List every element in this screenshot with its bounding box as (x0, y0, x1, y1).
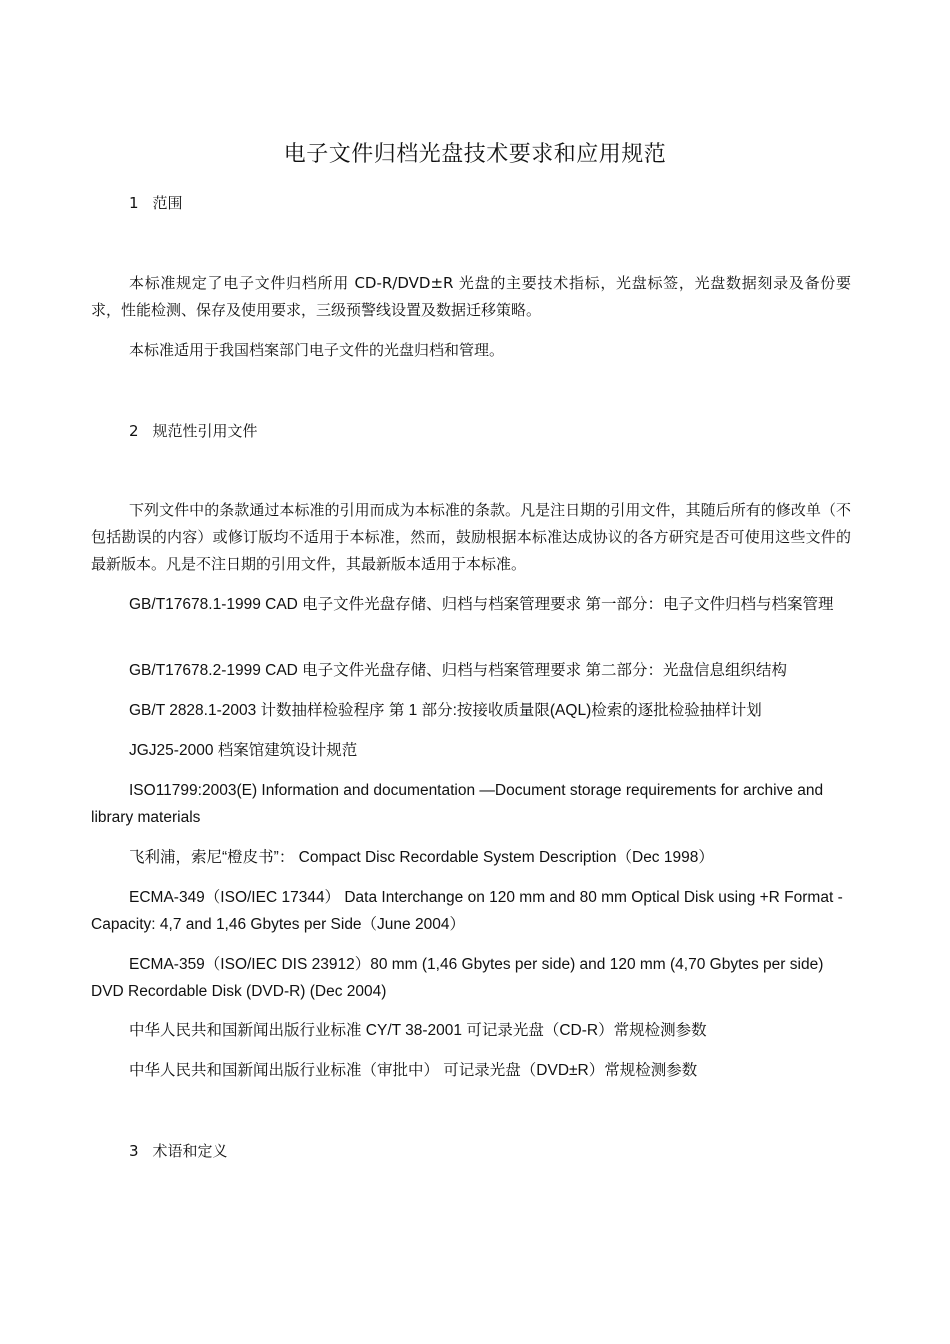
reference-item: GB/T17678.2-1999 CAD 电子文件光盘存储、归档与档案管理要求 第二部分：光盘信息组织结构 (129, 662, 787, 679)
section-heading-3 (129, 1141, 228, 1161)
reference-item: JGJ25-2000 档案馆建筑设计规范 (129, 742, 358, 759)
references-intro: 下列文件中的条款通过本标准的引用而成为本标准的条款。凡是注日期的引用文件，其随后所有的修改单（不包括勘误的内容）或修订版均不适用于本标准，然而，鼓励根据本标准达成协议的各方研究是否可使用这些文件的最新版本。凡是不注日期的引用文件，其最新版本适用于本标准。 (91, 501, 851, 573)
section-number: 3 (129, 1142, 139, 1160)
reference-item: 飞利浦，索尼“橙皮书”： Compact Disc Recordable System Description（Dec 1998） (129, 849, 714, 866)
reference-item: 中华人民共和国新闻出版行业标准（审批中） 可记录光盘（DVD±R）常规检测参数 (129, 1062, 698, 1079)
scope-paragraph-2: 本标准适用于我国档案部门电子文件的光盘归档和管理。 (129, 341, 505, 359)
reference-item: ECMA-349（ISO/IEC 17344） Data Interchange on 120 mm and 80 mm Optical Disk using +R Format - Capacity: 4,7 and 1,46 Gbytes per Side（June 2004） (91, 889, 843, 933)
reference-item: ISO11799:2003(E) Information and documentation —Document storage requirements for archive and library materials (91, 782, 824, 826)
section-number: 2 (129, 422, 139, 440)
section-title: 术语和定义 (152, 1142, 228, 1160)
section-title: 范围 (152, 194, 183, 212)
section-title: 规范性引用文件 (152, 422, 258, 440)
section-heading-1 (129, 193, 183, 213)
document-title: 电子文件归档光盘技术要求和应用规范 (283, 142, 667, 167)
reference-item: 中华人民共和国新闻出版行业标准 CY/T 38-2001 可记录光盘（CD-R）常规检测参数 (129, 1022, 707, 1039)
reference-item: GB/T17678.1-1999 CAD 电子文件光盘存储、归档与档案管理要求 第一部分：电子文件归档与档案管理 (129, 596, 834, 613)
section-heading-2 (129, 421, 258, 441)
scope-paragraph-1: 本标准规定了电子文件归档所用 CD-R/DVD±R 光盘的主要技术指标，光盘标签，光盘数据刻录及备份要求，性能检测、保存及使用要求，三级预警线设置及数据迁移策略。 (91, 274, 851, 319)
reference-item: GB/T 2828.1-2003 计数抽样检验程序 第 1 部分:按接收质量限(AQL)检索的逐批检验抽样计划 (129, 702, 762, 719)
section-number: 1 (129, 194, 139, 212)
reference-item: ECMA-359（ISO/IEC DIS 23912）80 mm (1,46 Gbytes per side) and 120 mm (4,70 Gbytes per side) DVD Recordable Disk (DVD-R) (Dec 2004) (91, 956, 824, 1000)
